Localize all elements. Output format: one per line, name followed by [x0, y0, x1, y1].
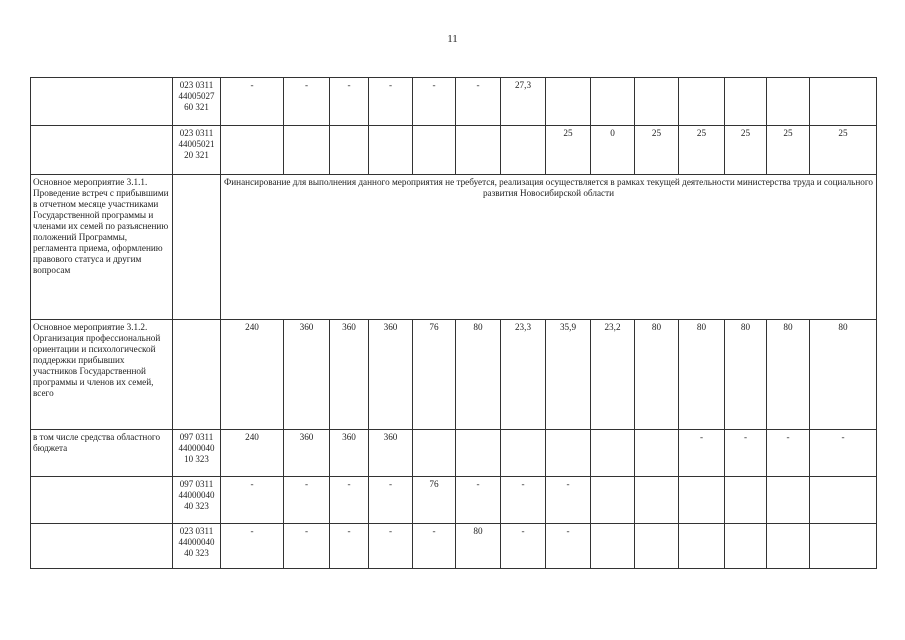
- value-cell: [413, 430, 456, 477]
- value-cell: -: [546, 524, 591, 569]
- value-cell: 240: [221, 430, 284, 477]
- financing-table: [30, 77, 877, 569]
- value-cell: [284, 126, 330, 175]
- value-cell: 80: [635, 320, 679, 430]
- row-name-cell: [31, 524, 173, 569]
- budget-code-cell: [173, 175, 221, 320]
- table-row: [31, 477, 877, 524]
- row-name-cell: в том числе средства областного бюджета: [31, 430, 173, 477]
- value-cell: [810, 78, 877, 126]
- value-cell: [767, 78, 810, 126]
- value-cell: [546, 78, 591, 126]
- value-cell: 360: [369, 320, 413, 430]
- value-cell: 25: [725, 126, 767, 175]
- value-cell: -: [413, 524, 456, 569]
- value-cell: [456, 430, 501, 477]
- value-cell: 23,3: [501, 320, 546, 430]
- value-cell: -: [284, 524, 330, 569]
- value-cell: -: [330, 477, 369, 524]
- value-cell: [767, 477, 810, 524]
- table-row: [31, 320, 877, 430]
- value-cell: [501, 126, 546, 175]
- value-cell: 25: [635, 126, 679, 175]
- row-name-cell: [31, 126, 173, 175]
- budget-code-cell: 023 0311 44000040 40 323: [173, 524, 221, 569]
- budget-code-cell: 023 0311 44005027 60 321: [173, 78, 221, 126]
- value-cell: 25: [767, 126, 810, 175]
- value-cell: 80: [725, 320, 767, 430]
- value-cell: -: [369, 477, 413, 524]
- value-cell: 25: [810, 126, 877, 175]
- page-number: 11: [447, 33, 458, 45]
- value-cell: 80: [456, 320, 501, 430]
- value-cell: [767, 524, 810, 569]
- table-row: [31, 175, 877, 320]
- value-cell: [591, 477, 635, 524]
- value-cell: -: [284, 477, 330, 524]
- value-cell: [810, 477, 877, 524]
- value-cell: [635, 430, 679, 477]
- table-row: [31, 524, 877, 569]
- value-cell: [221, 126, 284, 175]
- value-cell: -: [767, 430, 810, 477]
- value-cell: [725, 78, 767, 126]
- table-row: [31, 126, 877, 175]
- value-cell: 360: [284, 430, 330, 477]
- value-cell: -: [456, 477, 501, 524]
- value-cell: 25: [679, 126, 725, 175]
- value-cell: [369, 126, 413, 175]
- budget-code-cell: 097 0311 44000040 40 323: [173, 477, 221, 524]
- value-cell: -: [501, 524, 546, 569]
- merged-note-cell: Финансирование для выполнения данного мероприятия не требуется, реализация осуществляется в рамках текущей деятельности министерства труда и социального развития Новосибирской области: [221, 175, 877, 320]
- value-cell: -: [330, 524, 369, 569]
- value-cell: -: [725, 430, 767, 477]
- value-cell: 240: [221, 320, 284, 430]
- value-cell: -: [679, 430, 725, 477]
- value-cell: [413, 126, 456, 175]
- value-cell: [810, 524, 877, 569]
- value-cell: 80: [679, 320, 725, 430]
- value-cell: 0: [591, 126, 635, 175]
- budget-code-cell: 097 0311 44000040 10 323: [173, 430, 221, 477]
- value-cell: [635, 477, 679, 524]
- value-cell: [679, 477, 725, 524]
- value-cell: -: [501, 477, 546, 524]
- value-cell: [635, 78, 679, 126]
- value-cell: 80: [456, 524, 501, 569]
- value-cell: [546, 430, 591, 477]
- value-cell: -: [284, 78, 330, 126]
- value-cell: [456, 126, 501, 175]
- value-cell: -: [810, 430, 877, 477]
- value-cell: -: [546, 477, 591, 524]
- value-cell: 80: [767, 320, 810, 430]
- value-cell: [330, 126, 369, 175]
- value-cell: 80: [810, 320, 877, 430]
- row-name-cell: Основное мероприятие 3.1.2. Организация профессиональной ориентации и психологической поддержки прибывших участников Государственной программы и членов их семей, всего: [31, 320, 173, 430]
- value-cell: -: [330, 78, 369, 126]
- value-cell: 35,9: [546, 320, 591, 430]
- table-row: [31, 430, 877, 477]
- value-cell: [635, 524, 679, 569]
- value-cell: [501, 430, 546, 477]
- value-cell: 360: [284, 320, 330, 430]
- value-cell: [725, 524, 767, 569]
- value-cell: 27,3: [501, 78, 546, 126]
- value-cell: -: [369, 524, 413, 569]
- value-cell: [591, 78, 635, 126]
- row-name-cell: [31, 78, 173, 126]
- value-cell: -: [221, 524, 284, 569]
- row-name-cell: [31, 477, 173, 524]
- value-cell: 360: [330, 430, 369, 477]
- value-cell: -: [221, 477, 284, 524]
- value-cell: [725, 477, 767, 524]
- value-cell: [591, 430, 635, 477]
- value-cell: 76: [413, 477, 456, 524]
- value-cell: [679, 78, 725, 126]
- table-row: [31, 78, 877, 126]
- value-cell: 360: [330, 320, 369, 430]
- budget-code-cell: 023 0311 44005021 20 321: [173, 126, 221, 175]
- value-cell: -: [369, 78, 413, 126]
- value-cell: 25: [546, 126, 591, 175]
- value-cell: 76: [413, 320, 456, 430]
- value-cell: 360: [369, 430, 413, 477]
- value-cell: [591, 524, 635, 569]
- value-cell: 23,2: [591, 320, 635, 430]
- value-cell: [679, 524, 725, 569]
- value-cell: -: [456, 78, 501, 126]
- row-name-cell: Основное мероприятие 3.1.1. Проведение встреч с прибывшими в отчетном месяце участниками Государственной программы и членами их семей по разъяснению положений Программы, регламента приема, оформлению правового статуса и другим вопросам: [31, 175, 173, 320]
- budget-code-cell: [173, 320, 221, 430]
- value-cell: -: [413, 78, 456, 126]
- value-cell: -: [221, 78, 284, 126]
